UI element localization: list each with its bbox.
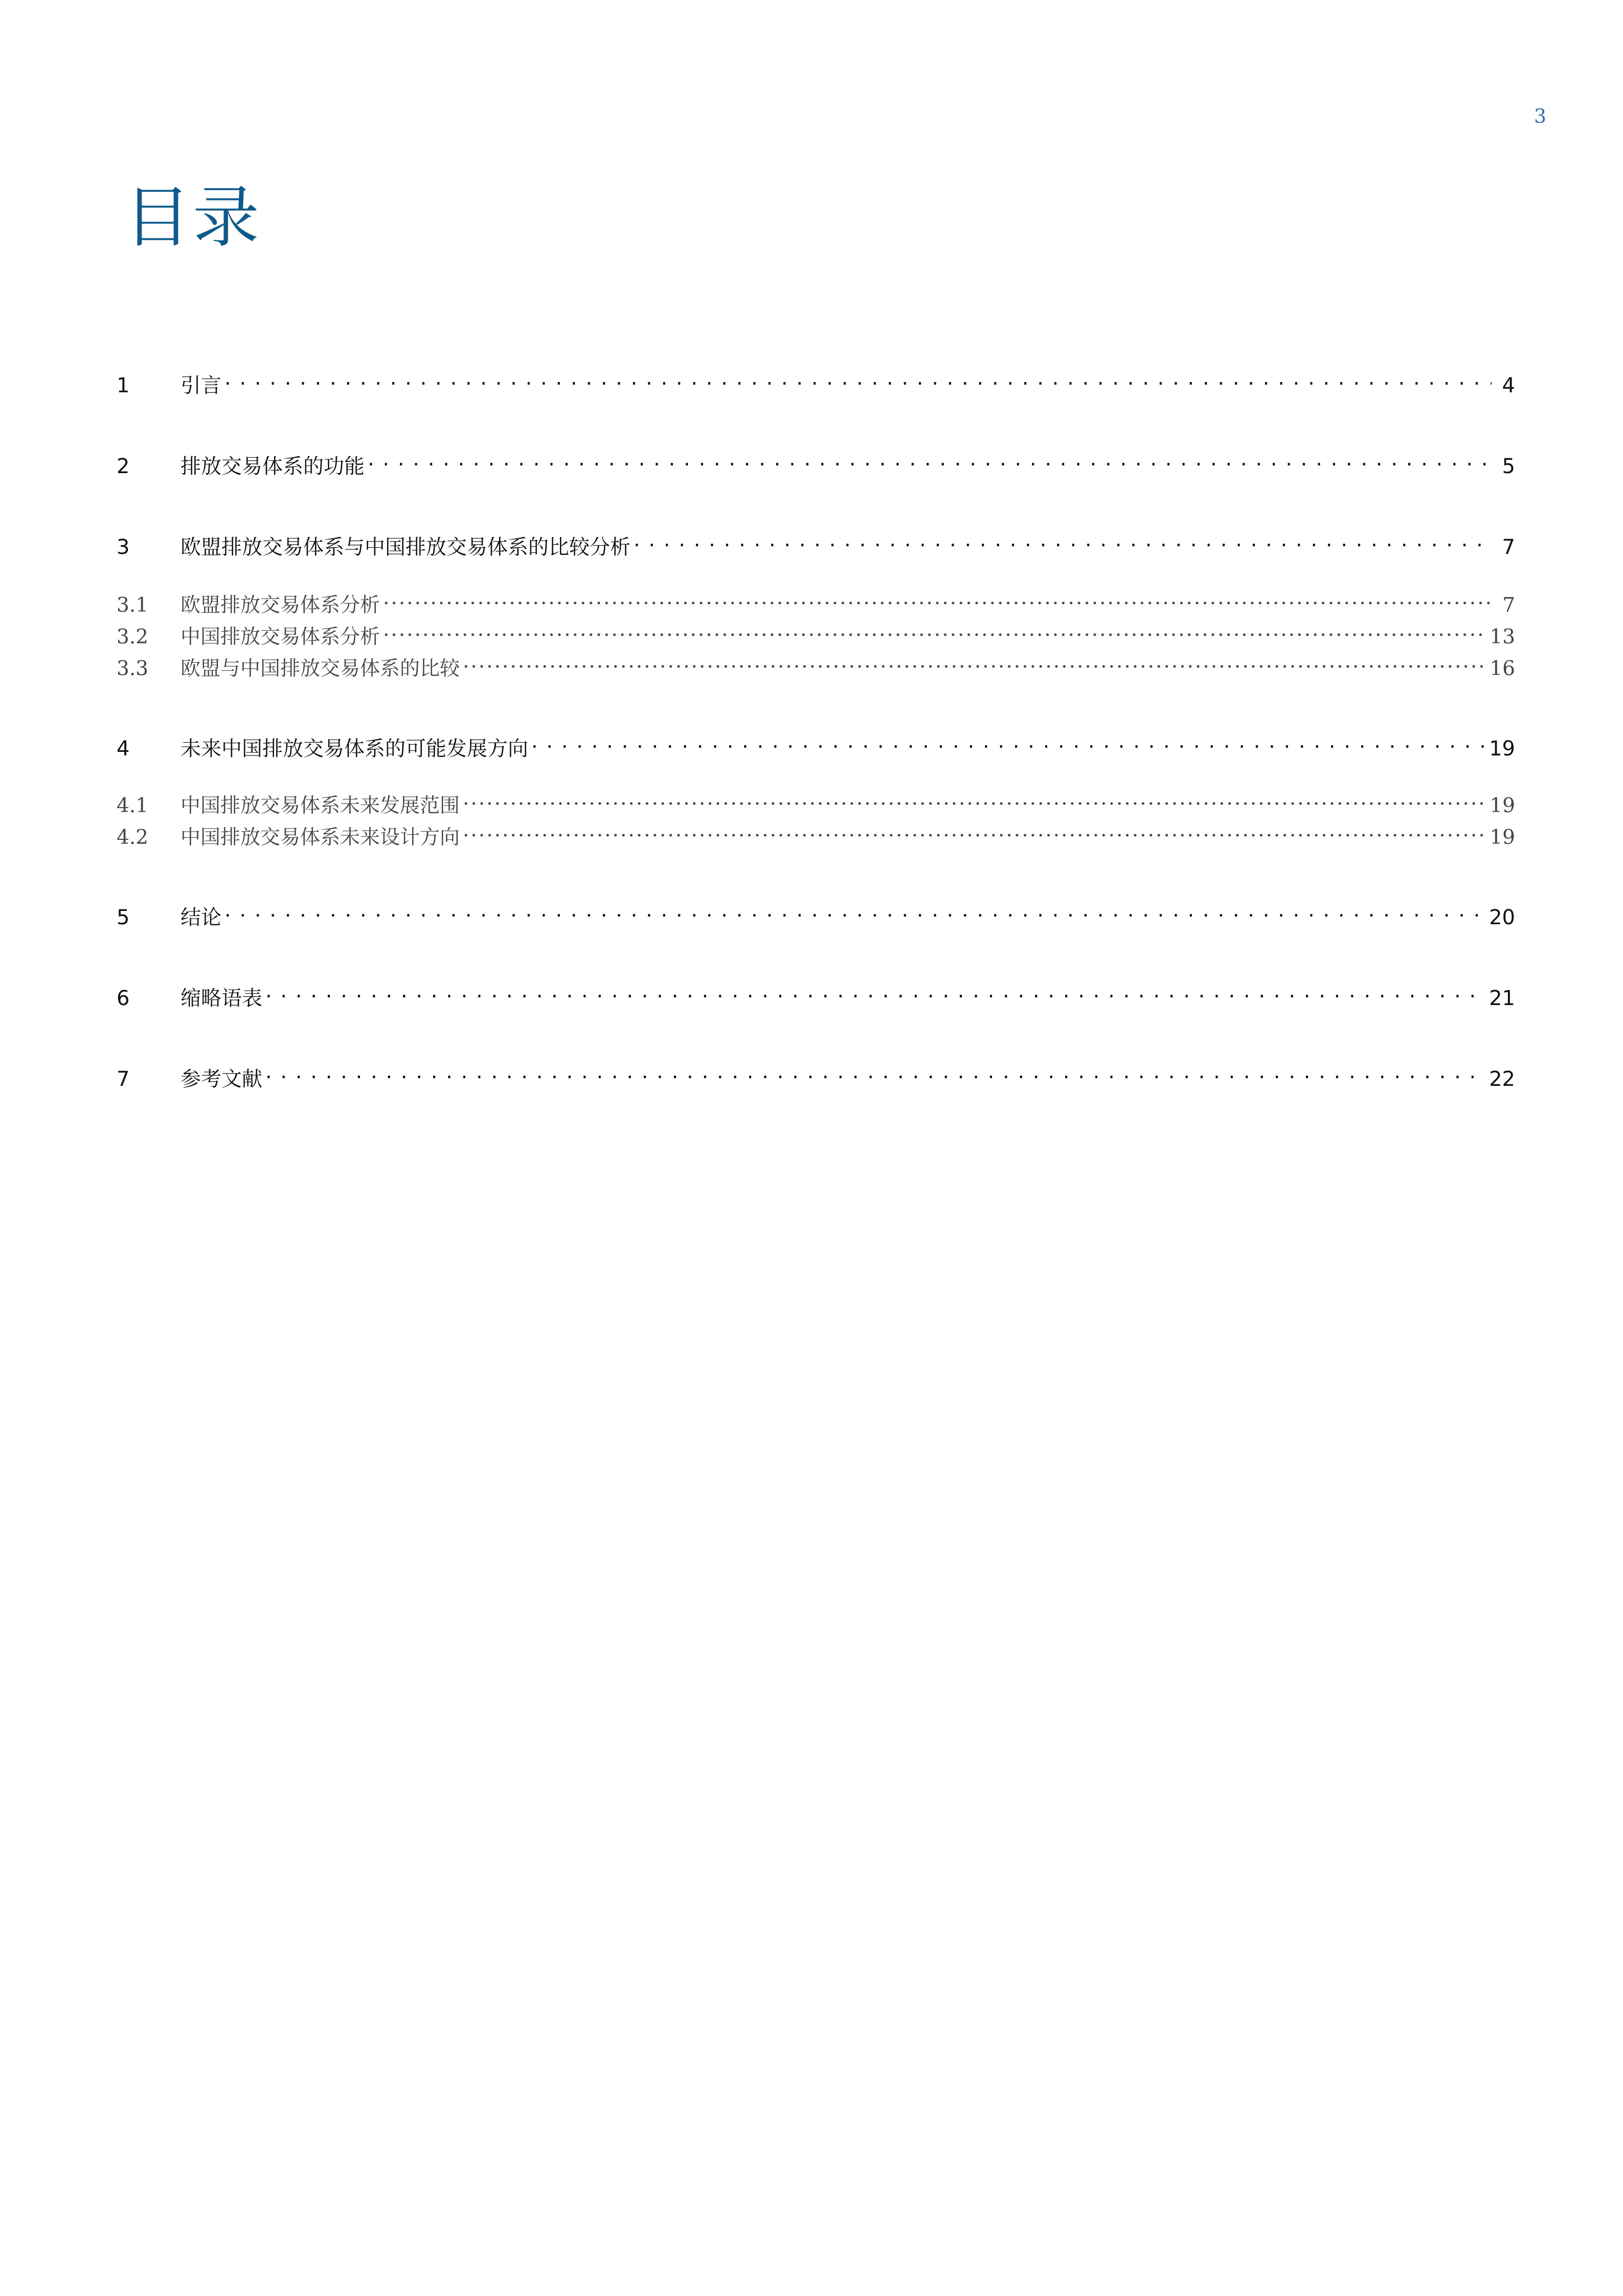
- toc-entry-number: 4.1: [117, 794, 149, 817]
- toc-entry-4-2[interactable]: [117, 821, 1515, 850]
- toc-entry-page: 16: [1490, 657, 1515, 680]
- toc-entry-number: 4: [117, 737, 130, 761]
- toc-entry-title: 中国排放交易体系未来发展范围: [181, 794, 460, 817]
- toc-entry-title: 欧盟与中国排放交易体系的比较: [181, 657, 460, 680]
- toc-dot-leader: [634, 533, 1492, 554]
- toc-entry-1[interactable]: [117, 369, 1515, 398]
- toc-entry-page: 19: [1489, 737, 1515, 761]
- toc-entry-number: 3: [117, 536, 130, 559]
- toc-dot-leader: [224, 904, 1486, 924]
- toc-dot-leader: [383, 592, 1492, 612]
- toc-entry-number: 1: [117, 374, 130, 397]
- toc-entry-title: 中国排放交易体系未来设计方向: [181, 826, 460, 849]
- toc-entry-page: 7: [1502, 536, 1515, 559]
- toc-entry-number: 2: [117, 455, 130, 478]
- toc-entry-title: 欧盟排放交易体系与中国排放交易体系的比较分析: [181, 536, 630, 559]
- toc-dot-leader: [463, 792, 1486, 812]
- toc-entry-number: 7: [117, 1067, 130, 1091]
- toc-dot-leader: [463, 824, 1486, 844]
- toc-entry-page: 5: [1502, 455, 1515, 478]
- toc-entry-page: 21: [1489, 987, 1515, 1010]
- page-title: 目录: [124, 179, 262, 256]
- toc-entry-number: 3.2: [117, 626, 149, 649]
- toc-dot-leader: [383, 623, 1486, 643]
- toc-entry-page: 13: [1490, 626, 1515, 649]
- toc-entry-title: 未来中国排放交易体系的可能发展方向: [181, 737, 528, 761]
- toc-entry-title: 欧盟排放交易体系分析: [181, 594, 380, 617]
- toc-entry-7[interactable]: [117, 1063, 1515, 1092]
- toc-dot-leader: [531, 735, 1486, 755]
- toc-entry-number: 3.3: [117, 657, 149, 680]
- toc-entry-number: 4.2: [117, 826, 149, 849]
- toc-dot-leader: [265, 1065, 1486, 1086]
- toc-entry-title: 中国排放交易体系分析: [181, 626, 380, 649]
- toc-dot-leader: [368, 453, 1492, 473]
- toc-entry-page: 7: [1502, 594, 1515, 617]
- toc-entry-number: 3.1: [117, 594, 149, 617]
- toc-entry-4[interactable]: [117, 732, 1515, 762]
- toc-entry-title: 参考文献: [181, 1067, 262, 1091]
- toc-entry-3-1[interactable]: [117, 589, 1515, 618]
- toc-dot-leader: [265, 985, 1486, 1005]
- toc-dot-leader: [224, 372, 1492, 392]
- toc-entry-6[interactable]: [117, 982, 1515, 1011]
- toc-entry-title: 引言: [181, 374, 221, 397]
- page-number: 3: [1534, 105, 1546, 127]
- toc-entry-2[interactable]: [117, 450, 1515, 479]
- toc-entry-page: 20: [1489, 906, 1515, 929]
- toc-entry-page: 19: [1490, 826, 1515, 849]
- toc-entry-number: 5: [117, 906, 130, 929]
- toc-entry-page: 19: [1490, 794, 1515, 817]
- toc-dot-leader: [463, 655, 1486, 675]
- toc-entry-page: 22: [1489, 1067, 1515, 1091]
- toc-entry-3-3[interactable]: [117, 653, 1515, 681]
- toc-entry-number: 6: [117, 987, 130, 1010]
- toc-entry-title: 排放交易体系的功能: [181, 455, 365, 478]
- toc-entry-4-1[interactable]: [117, 790, 1515, 818]
- toc-entry-page: 4: [1502, 374, 1515, 397]
- toc-entry-3[interactable]: [117, 531, 1515, 560]
- toc-entry-3-2[interactable]: [117, 621, 1515, 650]
- toc-entry-5[interactable]: [117, 901, 1515, 930]
- toc-entry-title: 结论: [181, 906, 221, 929]
- toc-entry-title: 缩略语表: [181, 987, 262, 1010]
